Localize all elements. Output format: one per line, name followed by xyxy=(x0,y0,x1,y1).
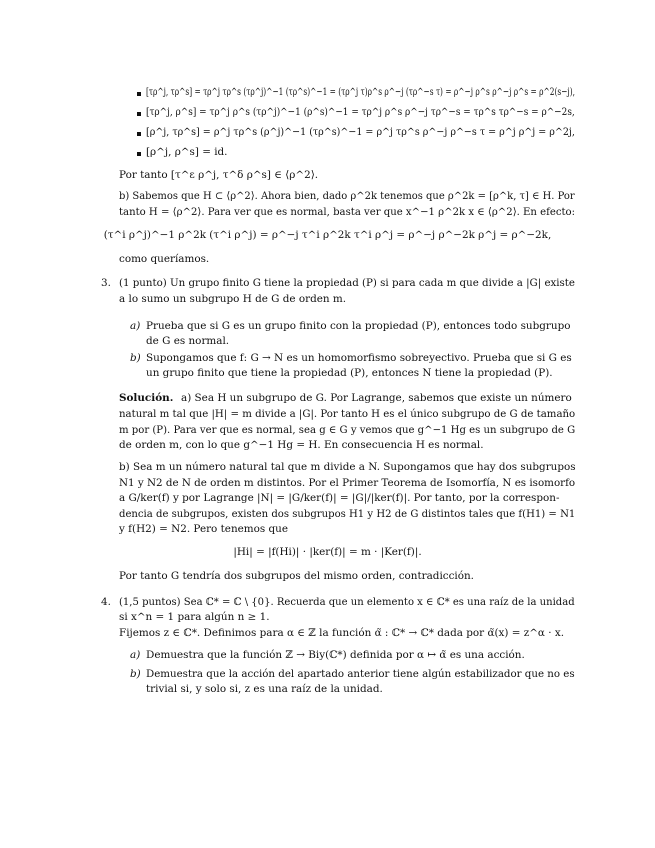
solution-line: a) Sea H un subgrupo de G. Por Lagrange, sabemos que existe un número xyxy=(181,392,572,404)
subquestion-label: a) xyxy=(130,649,141,661)
subquestion-text: trivial si, y solo si, z es una raíz de la unidad. xyxy=(146,683,383,695)
subquestion-label: b) xyxy=(130,668,141,680)
subquestion-text: Supongamos que f: G → N es un homomorfismo sobreyectivo. Prueba que si G es xyxy=(146,352,572,364)
solution-line: N1 y N2 de N de orden m distintos. Por el Primer Teorema de Isomorfía, N es isomorfo xyxy=(119,477,576,489)
bullet-item: [τρ^j, τρ^s] = τρ^j τρ^s (τρ^j)^−1 (τρ^s)^−1 = (τρ^j τ)ρ^s ρ^−j (τρ^−s τ) = ρ^−j ρ^s ρ^−j ρ^s = ρ^2(s−j), xyxy=(146,86,575,98)
display-equation: |Hi| = |f(Hi)| · |ker(f)| = m · |Ker(f)|. xyxy=(233,546,422,558)
paragraph-line: tanto H = ⟨ρ^2⟩. Para ver que es normal, basta ver que x^−1 ρ^2k x ∈ ⟨ρ^2⟩. En efecto: xyxy=(119,206,576,218)
bullet-item: [ρ^j, τρ^s] = ρ^j τρ^s (ρ^j)^−1 (τρ^s)^−1 = ρ^j τρ^s ρ^−j ρ^−s τ = ρ^j ρ^j = ρ^2j, xyxy=(146,126,575,138)
paragraph-line: b) Sabemos que H ⊂ ⟨ρ^2⟩. Ahora bien, dado ρ^2k tenemos que ρ^2k = [ρ^k, τ] ∈ H. Por xyxy=(119,190,575,202)
subquestion-text: Demuestra que la función ℤ → Biy(ℂ*) definida por α ↦ α̃ es una acción. xyxy=(146,649,525,661)
solution-line: y f(H2) = N2. Pero tenemos que xyxy=(119,523,289,535)
question-text: (1 punto) Un grupo finito G tiene la propiedad (P) si para cada m que divide a |G| existe xyxy=(119,277,575,289)
question-number: 4. xyxy=(101,596,111,608)
solution-line: m por (P). Para ver que es normal, sea g ∈ G y vemos que g^−1 Hg es un subgrupo de G xyxy=(119,424,576,436)
subquestion-label: a) xyxy=(130,320,141,332)
paragraph-line: como queríamos. xyxy=(119,253,210,265)
bullet-marker xyxy=(137,112,141,116)
solution-line: a G/ker(f) y por Lagrange |N| = |G/ker(f)| = |G|/|ker(f)|. Por tanto, por la correspon- xyxy=(119,492,560,504)
bullet-marker xyxy=(137,152,141,156)
solution-heading xyxy=(119,392,173,405)
subquestion-label: b) xyxy=(130,352,141,364)
solution-label: Solución. xyxy=(119,392,174,404)
question-text: (1,5 puntos) Sea ℂ* = ℂ \ {0}. Recuerda que un elemento x ∈ ℂ* es una raíz de la unidad xyxy=(119,596,575,608)
subquestion-text: Demuestra que la acción del apartado anterior tiene algún estabilizador que no es xyxy=(146,668,575,680)
solution-line: natural m tal que |H| = m divide a |G|. Por tanto H es el único subgrupo de G de tamaño xyxy=(119,408,576,420)
paragraph-line: Por tanto [τ^ε ρ^j, τ^δ ρ^s] ∈ ⟨ρ^2⟩. xyxy=(119,169,319,181)
subquestion-text: un grupo finito que tiene la propiedad (P), entonces N tiene la propiedad (P). xyxy=(146,367,553,379)
subquestion-text: de G es normal. xyxy=(146,335,230,347)
question-text: a lo sumo un subgrupo H de G de orden m. xyxy=(119,293,347,305)
question-number: 3. xyxy=(101,277,111,289)
bullet-item: [τρ^j, ρ^s] = τρ^j ρ^s (τρ^j)^−1 (ρ^s)^−1 = τρ^j ρ^s ρ^−j τρ^−s = τρ^s τρ^−s = ρ^−2s, xyxy=(146,106,575,118)
question-text: si x^n = 1 para algún n ≥ 1. xyxy=(119,611,270,623)
subquestion-text: Prueba que si G es un grupo finito con la propiedad (P), entonces todo subgrupo xyxy=(146,320,571,332)
question-text: Fijemos z ∈ ℂ*. Definimos para α ∈ ℤ la función α̃ : ℂ* → ℂ* dada por α̃(x) = z^α · x. xyxy=(119,627,565,639)
solution-line: dencia de subgrupos, existen dos subgrupos H1 y H2 de G distintos tales que f(H1) = N1 xyxy=(119,508,576,520)
solution-line: Por tanto G tendría dos subgrupos del mismo orden, contradicción. xyxy=(119,570,474,582)
solution-line: b) Sea m un número natural tal que m divide a N. Supongamos que hay dos subgrupos xyxy=(119,461,576,473)
bullet-marker xyxy=(137,92,141,96)
display-equation: (τ^i ρ^j)^−1 ρ^2k (τ^i ρ^j) = ρ^−j τ^i ρ^2k τ^i ρ^j = ρ^−j ρ^−2k ρ^j = ρ^−2k, xyxy=(103,229,552,241)
bullet-marker xyxy=(137,132,141,136)
bullet-item: [ρ^j, ρ^s] = id. xyxy=(146,146,228,158)
solution-line: de orden m, con lo que g^−1 Hg = H. En consecuencia H es normal. xyxy=(119,439,484,451)
